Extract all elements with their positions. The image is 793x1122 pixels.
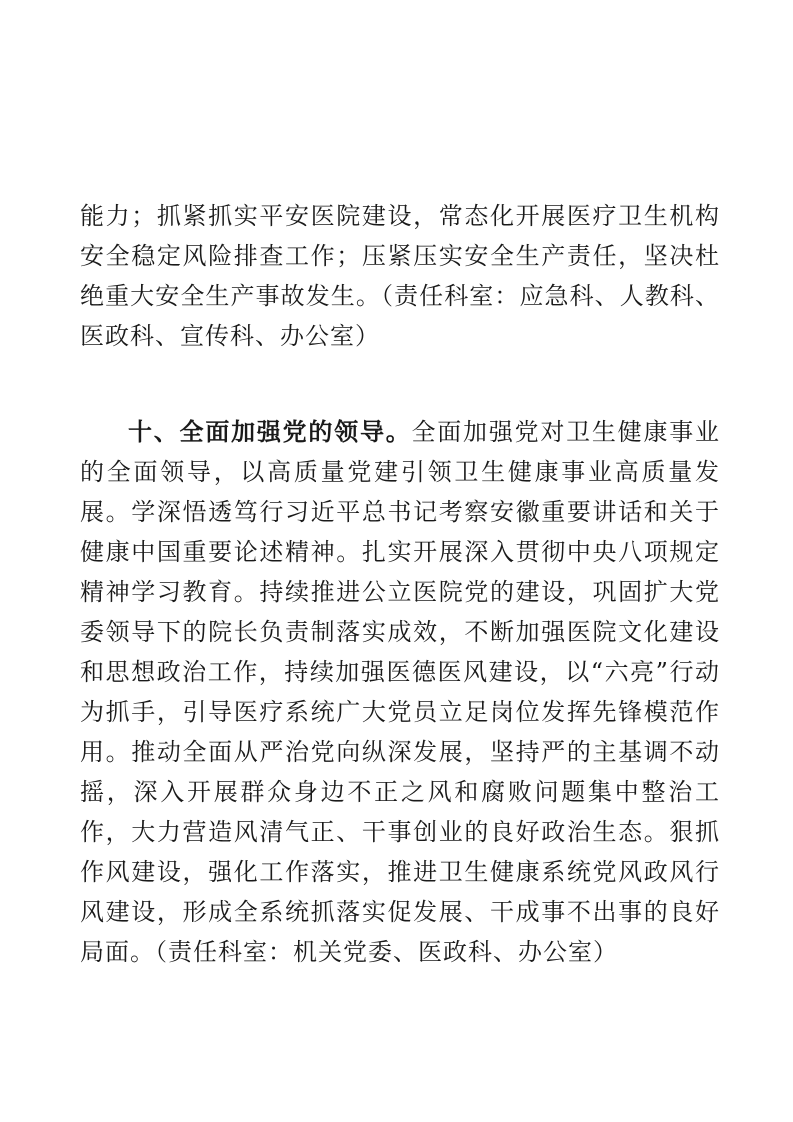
section-10-body: 全面加强党对卫生健康事业的全面领导，以高质量党建引领卫生健康事业高质量发展。学深悟透笃行习近平总书记考察安徽重要讲话和关于健康中国重要论述精神。扎实开展深入贯彻中央八项规定精神学习教育。持续推进公立医院党的建设，巩固扩大党委领导下的院长负责制落实成效，不断加强医院文化建设和思想政治工作，持续加强医德医风建设，以“六亮”行动为抓手，引导医疗系统广大党员立足岗位发挥先锋模范作用。推动全面从严治党向纵深发展，坚持严的主基调不动摇，深入开展群众身边不正之风和腐败问题集中整治工作，大力营造风清气正、干事创业的良好政治生态。狠抓作风建设，强化工作落实，推进卫生健康系统党风政风行风建设，形成全系统抓落实促发展、干成事不出事的良好局面。（责任科室：机关党委、医政科、办公室） [80, 418, 720, 966]
paragraph-continued: 能力；抓紧抓实平安医院建设，常态化开展医疗卫生机构安全稳定风险排查工作；压紧压实安全生产责任，坚决杜绝重大安全生产事故发生。（责任科室：应急科、人教科、医政科、宣传科、办公室） [80, 202, 720, 350]
paragraph-section-10 [80, 412, 720, 972]
document-page [8, 12, 785, 1112]
section-10-heading: 十、全面加强党的领导。 [128, 417, 412, 446]
